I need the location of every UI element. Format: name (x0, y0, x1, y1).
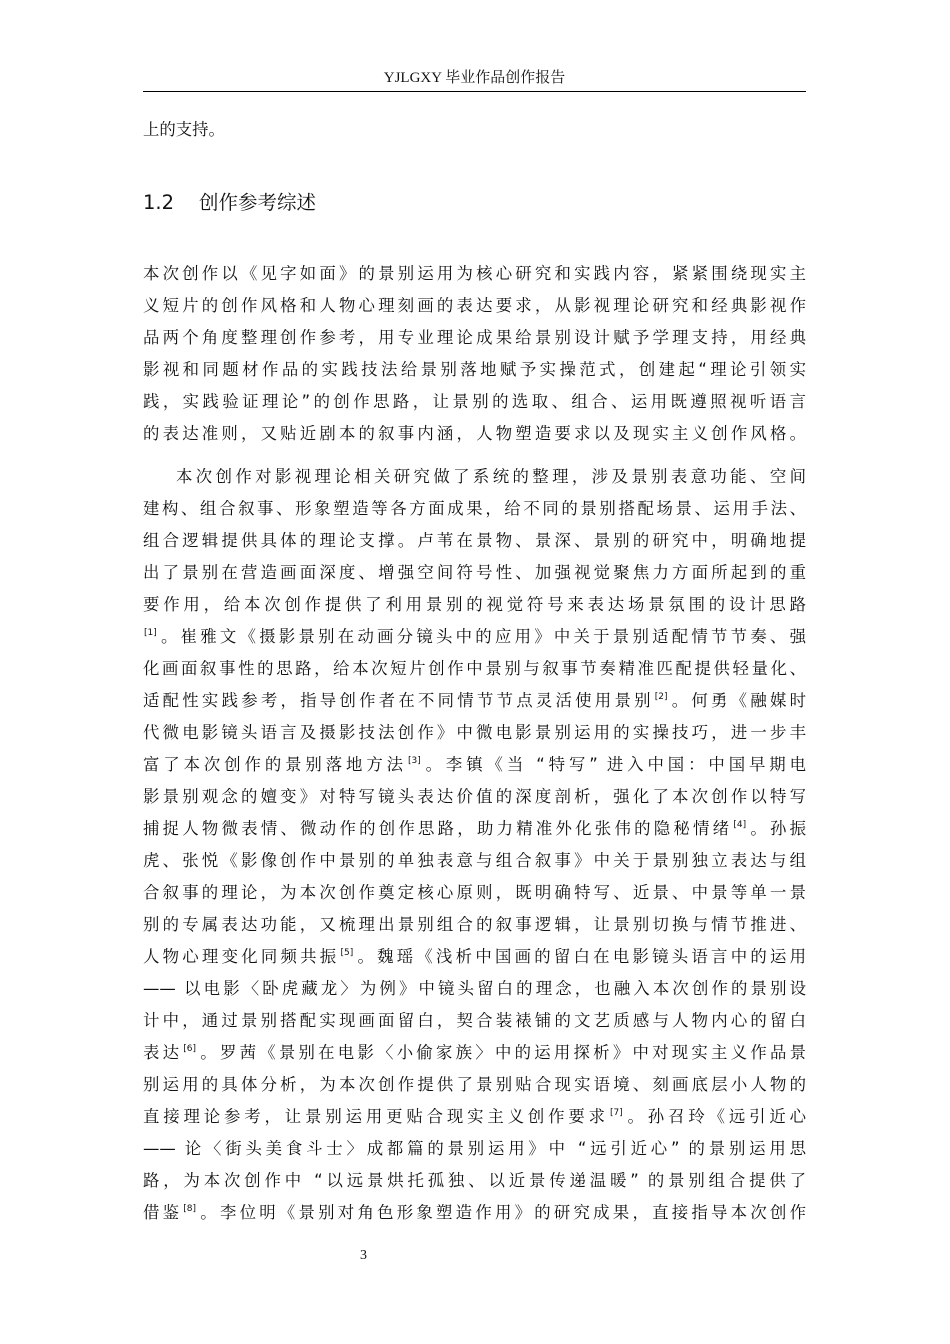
text-run: 直接理论参考，让景别运用更贴合现实主义创作要求 (143, 1107, 609, 1126)
text-line (143, 1036, 806, 1070)
text-line: 虎、张悦《影像创作中景别的单独表意与组合叙事》中关于景别独立表达与组 (143, 851, 806, 870)
text-line (143, 812, 806, 846)
text-line: 影景别观念的嬗变》对特写镜头表达价值的深度剖析，强化了本次创作以特写 (143, 787, 806, 806)
text-run: 适配性实践参考，指导创作者在不同情节节点灵活使用景别 (143, 691, 654, 710)
header-rule (143, 91, 806, 92)
text-line: 别运用的具体分析，为本次创作提供了景别贴合现实语境、刻画底层小人物的 (143, 1075, 806, 1094)
text-line: —— 以电影〈卧虎藏龙〉为例》中镜头留白的理念，也融入本次创作的景别设 (143, 979, 806, 998)
text-run: 富了本次创作的景别落地方法 (143, 755, 407, 774)
text-line: 本次创作对影视理论相关研究做了系统的整理，涉及景别表意功能、空间 (176, 467, 806, 486)
citation-ref: [8] (183, 1204, 197, 1214)
text-line (143, 1196, 806, 1230)
text-line: 义短片的创作风格和人物心理刻画的表达要求，从影视理论研究和经典影视作 (143, 296, 806, 315)
text-line: 代微电影镜头语言及摄影技法创作》中微电影景别运用的实操技巧，进一步丰 (143, 723, 806, 742)
citation-ref: [6] (183, 1044, 197, 1054)
text-line (143, 748, 806, 782)
text-run: 。孙召玲《远引近心 (623, 1107, 806, 1126)
text-run: 。李镇《当 “特写” 进入中国：中国早期电 (421, 755, 806, 774)
text-line: 计中，通过景别搭配实现画面留白，契合装裱铺的文艺质感与人物内心的留白 (143, 1011, 806, 1030)
citation-ref: [3] (407, 756, 421, 766)
text-run: 借鉴 (143, 1203, 183, 1222)
text-line: 组合逻辑提供具体的理论支撑。卢苇在景物、景深、景别的研究中，明确地提 (143, 531, 806, 550)
citation-ref: [1] (144, 628, 157, 638)
text-line (143, 684, 806, 718)
section-heading (143, 186, 316, 220)
text-line: 出了景别在营造画面深度、增强空间符号性、加强视觉聚焦力方面所起到的重 (143, 563, 806, 582)
text-run: 。李位明《景别对角色形象塑造作用》的研究成果，直接指导本次创作 (197, 1203, 806, 1222)
citation-ref: [7] (609, 1108, 623, 1118)
section-title: 创作参考综述 (199, 191, 317, 214)
text-line (143, 940, 806, 974)
text-line: 要作用，给本次创作提供了利用景别的视觉符号来表达场景氛围的设计思路 (143, 595, 806, 614)
text-line: 的表达准则，又贴近剧本的叙事内涵，人物塑造要求以及现实主义创作风格。 (143, 424, 806, 443)
text-run: 。魏瑶《浅析中国画的留白在电影镜头语言中的运用 (354, 947, 806, 966)
text-line: —— 论〈街头美食斗士〉成都篇的景别运用》中 “远引近心” 的景别运用思 (143, 1139, 806, 1158)
text-line (143, 620, 806, 654)
text-run: 表达 (143, 1043, 183, 1062)
text-run: 。何勇《融媒时 (668, 691, 806, 710)
carryover-text: 上的支持。 (143, 120, 225, 139)
citation-ref: [2] (654, 692, 668, 702)
text-run: 。崔雅文《摄影景别在动画分镜头中的应用》中关于景别适配情节节奏、强 (157, 627, 806, 646)
text-line: 路，为本次创作中 “以远景烘托孤独、以近景传递温暖” 的景别组合提供了 (143, 1171, 806, 1190)
section-number: 1.2 (143, 191, 175, 214)
text-line (143, 1100, 806, 1134)
text-line: 合叙事的理论，为本次创作奠定核心原则，既明确特写、近景、中景等单一景 (143, 883, 806, 902)
text-line: 影视和同题材作品的实践技法给景别落地赋予实操范式，创建起“理论引领实 (143, 360, 806, 379)
text-run: 。孙振 (747, 819, 806, 838)
citation-ref: [5] (340, 948, 354, 958)
text-run: 捕捉人物微表情、微动作的创作思路，助力精准外化张伟的隐秘情绪 (143, 819, 733, 838)
text-line: 建构、组合叙事、形象塑造等各方面成果，给不同的景别搭配场景、运用手法、 (143, 499, 806, 518)
text-run: 。罗茜《景别在电影〈小偷家族〉中的运用探析》中对现实主义作品景 (197, 1043, 806, 1062)
citation-ref: [4] (733, 820, 747, 830)
text-line: 品两个角度整理创作参考，用专业理论成果给景别设计赋予学理支持，用经典 (143, 328, 806, 347)
page-number: 3 (360, 1248, 367, 1263)
text-line: 践，实践验证理论”的创作思路，让景别的选取、组合、运用既遵照视听语言 (143, 392, 806, 411)
text-line: 本次创作以《见字如面》的景别运用为核心研究和实践内容，紧紧围绕现实主 (143, 264, 806, 283)
text-run: 人物心理变化同频共振 (143, 947, 340, 966)
running-header: YJLGXY 毕业作品创作报告 (383, 70, 566, 86)
text-line: 别的专属表达功能，又梳理出景别组合的叙事逻辑，让景别切换与情节推进、 (143, 915, 806, 934)
text-line: 化画面叙事性的思路，给本次短片创作中景别与叙事节奏精准匹配提供轻量化、 (143, 659, 806, 678)
